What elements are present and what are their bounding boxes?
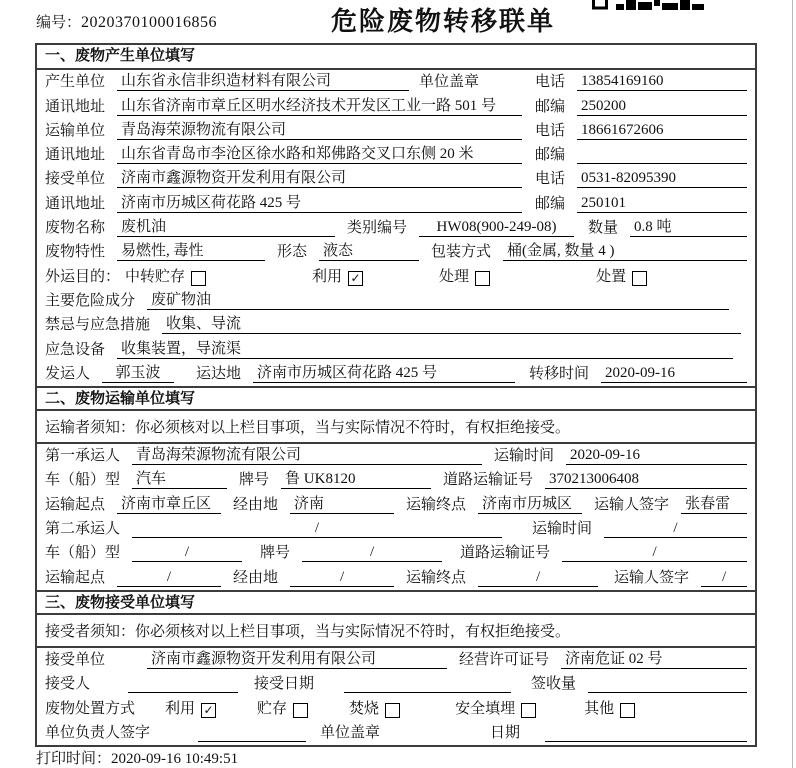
disposal-utilize-checkbox: ✓ xyxy=(201,703,216,718)
form-title: 危险废物转移联单 xyxy=(330,7,556,36)
row-vehicle2 xyxy=(37,541,755,565)
producer-address-value: 山东省济南市章丘区明水经济技术开发区工业一路 501 号 xyxy=(117,94,522,116)
serial-number-line xyxy=(36,11,217,32)
disposal-method-label: 废物处置方式 xyxy=(45,700,136,717)
transport-phone-label: 电话 xyxy=(534,122,565,139)
vehicle-type1-value: 汽车 xyxy=(132,467,227,489)
carrier-sign2-label: 运输人签字 xyxy=(614,569,690,586)
purpose-utilize-label: 利用 xyxy=(312,268,343,285)
page-edge-line xyxy=(792,0,793,768)
taboo-measures-value: 收集、导流 xyxy=(162,312,741,334)
carrier-sign2-value: / xyxy=(701,569,747,587)
quantity-value: 0.8 吨 xyxy=(630,215,747,237)
transport-time1-value: 2020-09-16 xyxy=(566,447,747,465)
disposal-other-label: 其他 xyxy=(584,700,615,717)
plate-no1-label: 牌号 xyxy=(239,472,270,489)
row-main-hazard xyxy=(37,289,755,313)
disposal-other xyxy=(584,697,635,718)
receive-unit-value: 济南市鑫源物资开发利用有限公司 xyxy=(117,166,522,188)
purpose-utilize-checkbox: ✓ xyxy=(348,271,363,286)
row-emergency-equipment xyxy=(37,337,755,361)
acceptor-label: 接受人 xyxy=(45,676,91,693)
row-waste-property xyxy=(37,240,755,264)
form-table xyxy=(35,43,757,747)
packaging-label: 包装方式 xyxy=(431,244,492,261)
via2-label: 经由地 xyxy=(233,569,279,586)
transport-zip-value xyxy=(577,163,747,164)
transfer-date-label: 转移时间 xyxy=(529,365,590,382)
via1-label: 经由地 xyxy=(233,496,279,513)
origin2-label: 运输起点 xyxy=(45,569,106,586)
destination-value: 济南市历城区荷花路 425 号 xyxy=(253,361,515,383)
row-transport-unit xyxy=(37,119,755,143)
row-acceptor xyxy=(37,672,755,696)
transfer-date-value: 2020-09-16 xyxy=(601,365,747,383)
purpose-transfer-storage-checkbox xyxy=(191,271,206,286)
row-receive-address xyxy=(37,191,755,215)
vehicle-type1-label: 车（船）型 xyxy=(45,472,121,489)
row-route1 xyxy=(37,492,755,516)
plate-no2-value: / xyxy=(302,544,442,562)
receiver-notice: 接受者须知：你必须核对以上栏目事项，当与实际情况不符时，有权拒绝接受。 xyxy=(37,615,755,648)
transport-time1-label: 运输时间 xyxy=(494,448,555,465)
waste-property-value: 易燃性, 毒性 xyxy=(117,239,265,261)
main-hazard-value: 废矿物油 xyxy=(147,288,729,310)
row-vehicle1 xyxy=(37,468,755,492)
receive-phone-value: 0531-82095390 xyxy=(577,170,747,188)
disposal-landfill-label: 安全填埋 xyxy=(455,700,516,717)
terminus1-label: 运输终点 xyxy=(406,496,467,513)
producer-phone-label: 电话 xyxy=(534,74,565,91)
form-state-label: 形态 xyxy=(277,244,308,261)
transport-address-value: 山东省青岛市李沧区徐水路和郑佛路交叉口东侧 20 米 xyxy=(117,142,522,164)
terminus2-label: 运输终点 xyxy=(406,569,467,586)
purpose-utilize xyxy=(312,265,363,286)
main-hazard-label: 主要危险成分 xyxy=(45,292,136,309)
packaging-value: 桶(金属, 数量 4 ) xyxy=(503,239,747,261)
via1-value: 济南 xyxy=(290,492,394,514)
transport-unit-label: 运输单位 xyxy=(45,122,106,139)
disposal-incinerate-label: 焚烧 xyxy=(349,700,380,717)
vehicle-type2-value: / xyxy=(132,544,242,562)
accept-unit-value: 济南市鑫源物资开发利用有限公司 xyxy=(147,647,447,669)
carrier-sign1-value: 张春雷 xyxy=(681,492,747,514)
plate-no1-value: 鲁 UK8120 xyxy=(281,467,431,489)
purpose-dispose-label: 处置 xyxy=(596,268,627,285)
row-route2 xyxy=(37,565,755,589)
row-waste-name xyxy=(37,216,755,240)
receive-address-value: 济南市历城区荷花路 425 号 xyxy=(117,191,522,213)
disposal-incinerate xyxy=(349,697,400,718)
print-time-label: 打印时间： xyxy=(36,751,112,767)
carrier-sign1-label: 运输人签字 xyxy=(594,496,670,513)
origin2-value: / xyxy=(117,569,221,587)
disposal-utilize-label: 利用 xyxy=(165,700,196,717)
accept-unit-label: 接受单位 xyxy=(45,651,106,668)
section1-header: 一、废物产生单位填写 xyxy=(37,45,755,70)
origin1-label: 运输起点 xyxy=(45,496,106,513)
qr-code-fragment xyxy=(592,0,712,11)
unit-seal-label: 单位盖章 xyxy=(419,74,480,91)
road-permit2-label: 道路运输证号 xyxy=(460,545,551,562)
license-no-label: 经营许可证号 xyxy=(459,651,550,668)
purpose-transfer-storage xyxy=(125,265,206,286)
responsible-sign-value xyxy=(198,741,306,742)
waste-name-value: 废机油 xyxy=(117,215,335,237)
emergency-equipment-value: 收集装置，导流渠 xyxy=(117,337,733,359)
shipper-value: 郭玉波 xyxy=(102,361,174,383)
section2-header: 二、废物运输单位填写 xyxy=(37,386,755,411)
outbound-purpose-label: 外运目的： xyxy=(45,268,121,285)
road-permit1-value: 370213006408 xyxy=(545,471,747,489)
transport-unit-value: 青岛海荣源物流有限公司 xyxy=(117,118,522,140)
license-no-value: 济南危证 02 号 xyxy=(561,647,747,669)
row-shipper xyxy=(37,362,755,386)
section3-header: 三、废物接受单位填写 xyxy=(37,590,755,615)
disposal-storage-checkbox xyxy=(293,703,308,718)
acceptor-value xyxy=(128,692,238,693)
receive-zip-value: 250101 xyxy=(577,195,747,213)
purpose-dispose xyxy=(596,265,647,286)
terminus1-value: 济南市历城区 xyxy=(478,492,582,514)
disposal-other-checkbox xyxy=(620,703,635,718)
producer-zip-value: 250200 xyxy=(577,98,747,116)
transport-time2-value: / xyxy=(604,520,747,538)
producer-unit-label: 产生单位 xyxy=(45,74,106,91)
row-accept-unit xyxy=(37,648,755,672)
row-taboo-measures xyxy=(37,313,755,337)
transporter-notice: 运输者须知：你必须核对以上栏目事项，当与实际情况不符时，有权拒绝接受。 xyxy=(37,411,755,444)
print-time-value: 2020-09-16 10:49:51 xyxy=(111,751,239,767)
receipt-quantity-label: 签收量 xyxy=(531,676,577,693)
vehicle-type2-label: 车（船）型 xyxy=(45,545,121,562)
emergency-equipment-label: 应急设备 xyxy=(45,341,106,358)
waste-name-label: 废物名称 xyxy=(45,220,106,237)
row-first-carrier xyxy=(37,444,755,468)
unit-seal2-label: 单位盖章 xyxy=(320,724,381,741)
receive-zip-label: 邮编 xyxy=(534,195,565,212)
origin1-value: 济南市章丘区 xyxy=(117,492,221,514)
road-permit1-label: 道路运输证号 xyxy=(443,472,534,489)
row-producer-address xyxy=(37,94,755,118)
category-code-label: 类别编号 xyxy=(347,220,408,237)
second-carrier-label: 第二承运人 xyxy=(45,521,121,538)
taboo-measures-label: 禁忌与应急措施 xyxy=(45,317,151,334)
serial-label: 编号： xyxy=(36,15,82,31)
producer-zip-label: 邮编 xyxy=(534,98,565,115)
category-code-value: HW08(900-249-08) xyxy=(419,219,574,237)
row-second-carrier xyxy=(37,517,755,541)
purpose-treat-label: 处理 xyxy=(439,268,470,285)
transport-address-label: 通讯地址 xyxy=(45,147,106,164)
producer-address-label: 通讯地址 xyxy=(45,98,106,115)
via2-value: / xyxy=(290,569,394,587)
road-permit2-value: / xyxy=(562,544,747,562)
row-responsible-sign xyxy=(37,721,755,745)
receipt-quantity-value xyxy=(588,692,747,693)
plate-no2-label: 牌号 xyxy=(260,545,291,562)
row-producer-unit xyxy=(37,70,755,94)
disposal-utilize xyxy=(165,697,216,718)
disposal-storage-label: 贮存 xyxy=(257,700,288,717)
transport-time2-label: 运输时间 xyxy=(532,521,593,538)
date-value xyxy=(545,741,747,742)
row-outbound-purpose xyxy=(37,264,755,288)
shipper-label: 发运人 xyxy=(45,365,91,382)
accept-date-label: 接受日期 xyxy=(254,676,315,693)
row-transport-address xyxy=(37,143,755,167)
purpose-treat xyxy=(439,265,490,286)
second-carrier-value: / xyxy=(132,520,502,538)
transport-phone-value: 18661672606 xyxy=(577,122,747,140)
producer-unit-value: 山东省永信非织造材料有限公司 xyxy=(117,69,409,91)
date-label: 日期 xyxy=(490,724,521,741)
receive-unit-label: 接受单位 xyxy=(45,171,106,188)
print-time-line xyxy=(36,747,238,768)
purpose-transfer-storage-label: 中转贮存 xyxy=(125,268,186,285)
quantity-label: 数量 xyxy=(588,220,619,237)
first-carrier-value: 青岛海荣源物流有限公司 xyxy=(132,443,482,465)
receive-address-label: 通讯地址 xyxy=(45,195,106,212)
transport-zip-label: 邮编 xyxy=(534,147,565,164)
accept-date-value xyxy=(344,692,511,693)
form-state-value: 液态 xyxy=(319,239,419,261)
destination-label: 运达地 xyxy=(196,365,242,382)
row-receive-unit xyxy=(37,167,755,191)
waste-property-label: 废物特性 xyxy=(45,244,106,261)
row-disposal-method xyxy=(37,696,755,720)
disposal-incinerate-checkbox xyxy=(385,703,400,718)
receive-phone-label: 电话 xyxy=(534,171,565,188)
responsible-sign-label: 单位负责人签字 xyxy=(45,724,151,741)
producer-phone-value: 13854169160 xyxy=(577,73,747,91)
disposal-landfill xyxy=(455,697,536,718)
serial-value: 2020370100016856 xyxy=(81,14,218,31)
first-carrier-label: 第一承运人 xyxy=(45,448,121,465)
purpose-treat-checkbox xyxy=(475,271,490,286)
purpose-dispose-checkbox xyxy=(632,271,647,286)
disposal-landfill-checkbox xyxy=(521,703,536,718)
disposal-storage xyxy=(257,697,308,718)
terminus2-value: / xyxy=(478,569,598,587)
